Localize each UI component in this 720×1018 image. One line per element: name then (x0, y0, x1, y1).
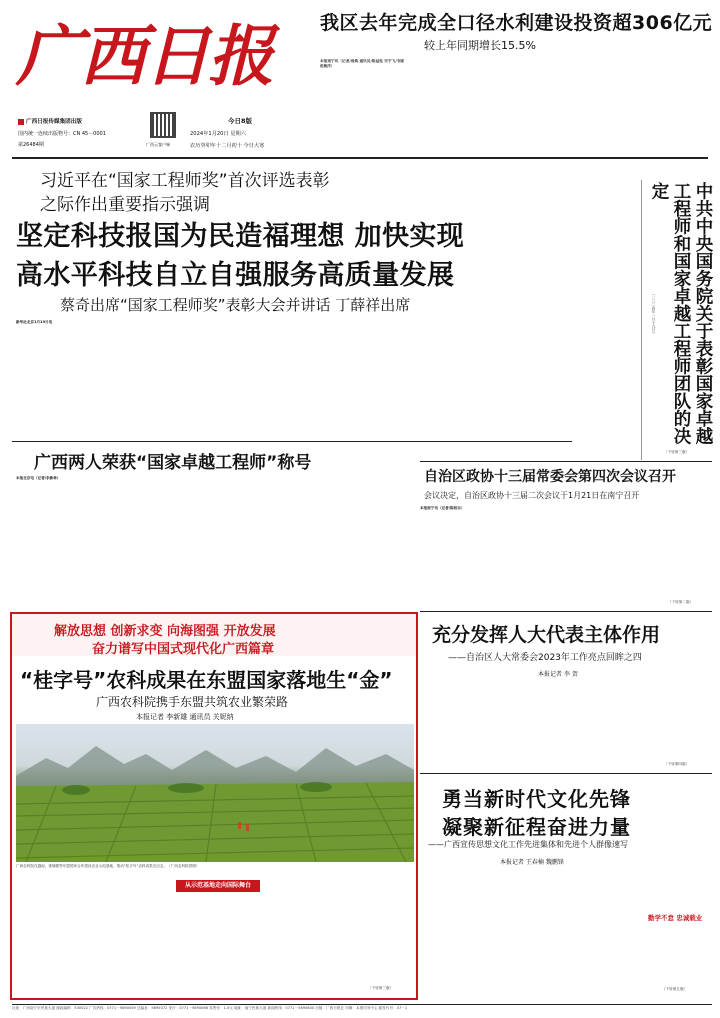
side-column-divider (641, 180, 642, 460)
feature-sidebar-label: 从示范基地走向国际舞台 (176, 880, 260, 892)
top-story-body (320, 78, 710, 156)
culture-story-side (640, 871, 712, 997)
lead-story-headline-1[interactable]: 坚定科技报国为民造福理想 加快实现 (16, 221, 465, 252)
lead-story-body (16, 326, 638, 436)
culture-story-body (424, 871, 634, 997)
feature-title[interactable]: “桂字号”农科成果在东盟国家落地生“金” (20, 668, 393, 692)
cppcc-story-byline: 本报南宁讯（记者/陈柏乐） (420, 506, 465, 510)
feature-photo[interactable] (16, 724, 414, 862)
feature-slogan-2: 奋力谱写中国式现代化广西篇章 (92, 642, 275, 657)
publisher-badge (18, 119, 24, 125)
culture-tag: 勤学不怠 忠诚载业 (648, 914, 703, 922)
top-story-subtitle: 较上年同期增长15.5% (424, 39, 536, 52)
engineers-story (12, 444, 416, 610)
side-column-title[interactable]: 中共中央国务院关于表彰国家卓越工程师和国家卓越工程师团队的决定 (649, 182, 713, 445)
npc-story (422, 612, 714, 772)
page-count: 今日8版 (228, 117, 253, 125)
lead-story-dateline: 新华社北京1月19日电 (16, 320, 53, 324)
culture-story (422, 775, 714, 1003)
feature-body-right (264, 880, 414, 984)
npc-story-subtitle: ——自治区人大常委会2023年工作亮点回眸之四 (448, 653, 642, 663)
npc-story-jump[interactable]: （下转第四版） (664, 762, 690, 766)
date-line: 2024年1月20日 星期六 (190, 131, 246, 137)
feature-photo-art (16, 724, 414, 862)
feature-subtitle: 广西农科院携手东盟共筑农业繁荣路 (96, 695, 289, 709)
qr-caption: 广西云客户端 (146, 142, 170, 147)
culture-story-jump[interactable]: （下转第五版） (662, 987, 688, 991)
issue-number: 第26484期 (18, 142, 44, 148)
section-divider-1 (12, 441, 572, 442)
cppcc-story-body (420, 512, 710, 592)
npc-story-byline: 本报记者 李 贺 (538, 671, 578, 678)
feature-sidebar (176, 880, 260, 992)
feature-sidebar-body (176, 894, 260, 992)
side-column-body (566, 184, 638, 454)
lead-story-headline-2[interactable]: 高水平科技自立自强服务高质量发展 (16, 260, 455, 291)
feature-body-left (16, 880, 172, 992)
footer-rule (12, 1004, 712, 1005)
top-story-byline: 本报南宁讯（记者/周焕 通讯员/陈益桂 宋宇飞/韦刚 赵敏洋） (320, 59, 404, 69)
lead-story-kicker-2: 之际作出重要指示强调 (40, 195, 210, 215)
engineers-story-byline: 本报北京电（记者/李新林） (16, 476, 61, 480)
engineers-story-body (16, 482, 414, 608)
culture-story-subtitle: ——广西宣传思想文化工作先进集体和先进个人群像速写 (428, 840, 628, 849)
publisher-name: 广西日报传媒集团出版 (26, 119, 82, 125)
cn-number: 国内统一连续出版物号：CN 45－0001 (18, 131, 106, 137)
lunar-date-line: 农历癸卯年十二月初十 今日大寒 (190, 143, 265, 149)
masthead-divider (12, 157, 708, 159)
culture-side-body-bottom (640, 925, 712, 985)
cppcc-story (418, 462, 714, 610)
masthead-logo: 广西日报 (16, 17, 272, 95)
feature-slogan-1: 解放思想 创新求变 向海图强 开放发展 (54, 624, 276, 639)
feature-byline: 本报记者 李新雄 通讯员 关妮纳 (136, 713, 234, 721)
cppcc-story-jump[interactable]: （下转第二版） (668, 600, 694, 604)
qr-code[interactable] (150, 112, 176, 138)
side-column-date-note: （二〇二四年一月十九日） (652, 292, 656, 336)
cppcc-story-title[interactable]: 自治区政协十三届常委会第四次会议召开 (424, 469, 676, 485)
section-divider-4 (420, 773, 712, 774)
masthead (14, 4, 314, 170)
feature-banner (12, 614, 416, 656)
feature-box (10, 612, 418, 1000)
top-story (312, 4, 712, 156)
culture-story-title-2[interactable]: 凝聚新征程奋进力量 (442, 815, 631, 839)
lead-story-kicker-1: 习近平在“国家工程师奖”首次评选表彰 (40, 171, 330, 191)
lead-story-subhead: 蔡奇出席“国家工程师奖”表彰大会并讲话 丁薛祥出席 (60, 296, 411, 314)
lead-story (12, 160, 642, 440)
top-story-title[interactable]: 我区去年完成全口径水利建设投资超306亿元 (320, 12, 713, 34)
feature-jump[interactable]: （下转第三版） (368, 986, 394, 990)
culture-story-title-1[interactable]: 勇当新时代文化先锋 (442, 787, 631, 811)
footer-info: 社址：广西南宁市民族大道 邮政编码：530022 广告热线：0771－5690059 总编室：5695072 发行：0771－5690066 零售价：1.5元 地址：南宁民族大道 新闻热线：0771－5690800 出版：广西日报社 印刷：本报印务中心 邮发代号：47－1 (12, 1006, 408, 1010)
cppcc-story-subtitle: 会议决定，自治区政协十三届二次会议于1月21日在南宁召开 (424, 491, 640, 500)
culture-side-body-top (640, 871, 712, 909)
side-column-jump[interactable]: （下转第三版） (664, 450, 690, 454)
npc-story-title[interactable]: 充分发挥人大代表主体作用 (432, 624, 661, 646)
npc-story-body (424, 682, 712, 756)
feature-photo-caption: 广西农科院在越南、柬埔寨等东盟国家合作建设农业示范基地，推动“桂字号”农科成果走出去。（广西农科院供图） (16, 864, 200, 868)
culture-story-byline: 本报记者 王春楠 魏鹏锋 (500, 859, 564, 866)
engineers-story-title[interactable]: 广西两人荣获“国家卓越工程师”称号 (34, 453, 312, 473)
